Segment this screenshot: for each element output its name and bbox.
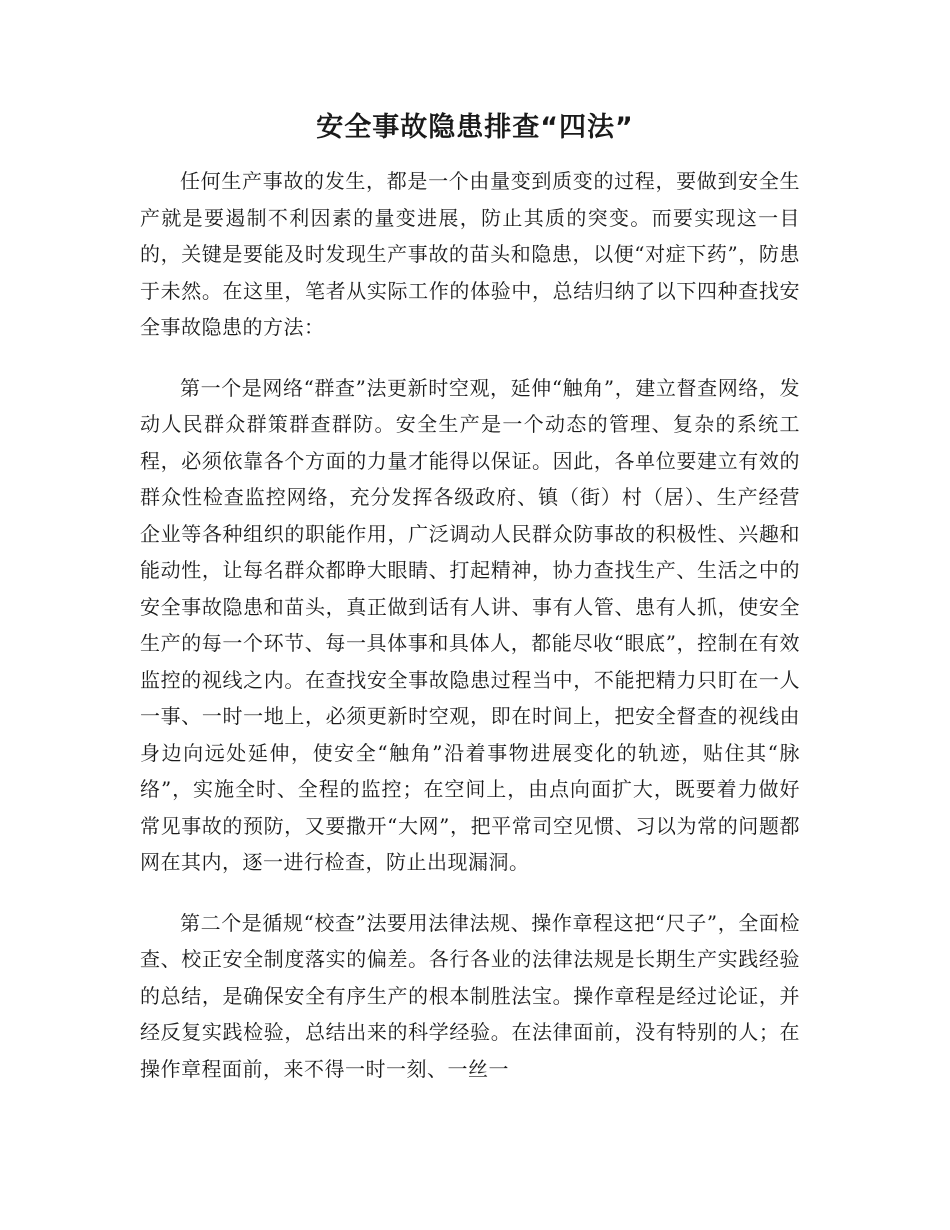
paragraph-method-two: 第二个是循规“校查”法要用法律法规、操作章程这把“尺子”，全面检查、校正安全制度落实的偏差。各行各业的法律法规是长期生产实践经验的总结，是确保安全有序生产的根本制胜法宝。操作章程是经过论证，并经反复实践检验，总结出来的科学经验。在法律面前，没有特别的人；在操作章程面前，来不得一时一刻、一丝一 <box>140 910 800 1081</box>
paragraph-intro: 任何生产事故的发生，都是一个由量变到质变的过程，要做到安全生产就是要遏制不利因素的量变进展，防止其质的突变。而要实现这一目的，关键是要能及时发现生产事故的苗头和隐患，以便“对症下药”，防患于未然。在这里，笔者从实际工作的体验中，总结归纳了以下四种查找安全事故隐患的方法： <box>140 169 800 339</box>
document-title: 安全事故隐患排查“四法” <box>316 112 634 143</box>
document-body <box>140 163 800 1111</box>
paragraph-method-one: 第一个是网络“群查”法更新时空观，延伸“触角”，建立督查网络，发动人民群众群策群查群防。安全生产是一个动态的管理、复杂的系统工程，必须依靠各个方面的力量才能得以保证。因此，各单位要建立有效的群众性检查监控网络，充分发挥各级政府、镇（街）村（居）、生产经营企业等各种组织的职能作用，广泛调动人民群众防事故的积极性、兴趣和能动性，让每名群众都睁大眼睛、打起精神，协力查找生产、生活之中的安全事故隐患和苗头，真正做到话有人讲、事有人管、患有人抓，使安全生产的每一个环节、每一具体事和具体人，都能尽收“眼底”，控制在有效监控的视线之内。在查找安全事故隐患过程当中，不能把精力只盯在一人一事、一时一地上，必须更新时空观，即在时间上，把安全督查的视线由身边向远处延伸，使安全“触角”沿着事物进展变化的轨迹，贴住其“脉络”，实施全时、全程的监控；在空间上，由点向面扩大，既要着力做好常见事故的预防，又要撒开“大网”，把平常司空见惯、习以为常的问题都网在其内，逐一进行检查，防止出现漏洞。 <box>140 375 800 874</box>
